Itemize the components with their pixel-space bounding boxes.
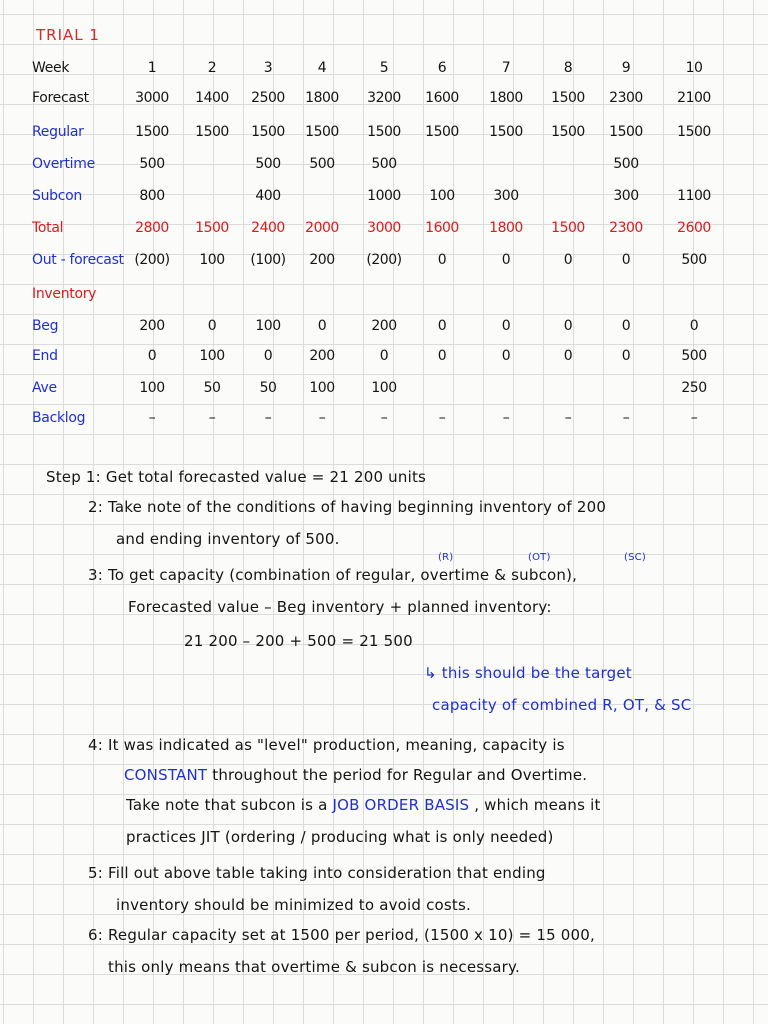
table-cell: 500 bbox=[613, 156, 639, 172]
table-cell: 1500 bbox=[489, 124, 523, 140]
week-number: 7 bbox=[501, 60, 511, 76]
table-cell: 2300 bbox=[609, 90, 643, 106]
page-title: TRIAL 1 bbox=[36, 26, 100, 44]
table-cell: 2000 bbox=[305, 220, 339, 236]
ave-row bbox=[30, 376, 760, 406]
tag-regular: (R) bbox=[438, 552, 454, 563]
table-cell: 1800 bbox=[489, 220, 523, 236]
table-cell: 3200 bbox=[367, 90, 401, 106]
table-cell: 1500 bbox=[367, 124, 401, 140]
table-cell: 500 bbox=[371, 156, 397, 172]
table-cell: 300 bbox=[613, 188, 639, 204]
table-cell: 0 bbox=[563, 348, 573, 364]
table-cell: – bbox=[208, 410, 216, 426]
table-cell: – bbox=[264, 410, 272, 426]
week-number: 5 bbox=[379, 60, 389, 76]
table-cell: 0 bbox=[689, 318, 699, 334]
end-label: End bbox=[32, 348, 58, 364]
table-cell: – bbox=[380, 410, 388, 426]
table-cell: – bbox=[502, 410, 510, 426]
table-cell: – bbox=[438, 410, 446, 426]
table-cell: 0 bbox=[621, 318, 631, 334]
table-cell: 100 bbox=[429, 188, 455, 204]
table-cell: 1500 bbox=[251, 124, 285, 140]
note-step-4b bbox=[124, 766, 587, 784]
note-step-3a: 3: To get capacity (combination of regular, overtime & subcon), bbox=[88, 566, 578, 584]
table-cell: 1600 bbox=[425, 220, 459, 236]
week-number: 8 bbox=[563, 60, 573, 76]
note-step-4a: 4: It was indicated as "level" production, meaning, capacity is bbox=[88, 736, 565, 754]
total-row bbox=[30, 216, 760, 246]
table-cell: (100) bbox=[250, 252, 286, 268]
subcon-row bbox=[30, 184, 760, 214]
regular-label: Regular bbox=[32, 124, 84, 140]
tag-overtime: (OT) bbox=[528, 552, 551, 563]
note-step-3d: ↳ this should be the target bbox=[424, 664, 632, 682]
table-cell: – bbox=[318, 410, 326, 426]
table-cell: 0 bbox=[263, 348, 273, 364]
table-cell: 0 bbox=[317, 318, 327, 334]
table-cell: 300 bbox=[493, 188, 519, 204]
out-forecast-row bbox=[30, 248, 760, 278]
table-cell: 3000 bbox=[367, 220, 401, 236]
note-step-6b: this only means that overtime & subcon is necessary. bbox=[108, 958, 520, 976]
forecast-label: Forecast bbox=[32, 90, 89, 106]
tag-subcon: (SC) bbox=[624, 552, 646, 563]
table-cell: 50 bbox=[259, 380, 277, 396]
week-number: 3 bbox=[263, 60, 273, 76]
table-cell: 0 bbox=[563, 252, 573, 268]
ave-label: Ave bbox=[32, 380, 57, 396]
table-cell: 100 bbox=[309, 380, 335, 396]
table-cell: 500 bbox=[681, 348, 707, 364]
table-cell: (200) bbox=[134, 252, 170, 268]
table-cell: 200 bbox=[371, 318, 397, 334]
constant-emphasis: CONSTANT bbox=[124, 766, 208, 784]
table-cell: 1500 bbox=[135, 124, 169, 140]
table-cell: 500 bbox=[255, 156, 281, 172]
week-number: 10 bbox=[685, 60, 703, 76]
table-cell: 0 bbox=[501, 348, 511, 364]
table-cell: 1500 bbox=[305, 124, 339, 140]
beg-row bbox=[30, 314, 760, 344]
table-cell: 250 bbox=[681, 380, 707, 396]
table-cell: 100 bbox=[199, 348, 225, 364]
table-cell: 1500 bbox=[425, 124, 459, 140]
regular-row bbox=[30, 120, 760, 150]
table-cell: 1500 bbox=[677, 124, 711, 140]
table-cell: 1500 bbox=[551, 90, 585, 106]
note-step-2b: and ending inventory of 500. bbox=[116, 530, 340, 548]
week-number: 4 bbox=[317, 60, 327, 76]
note-step-4b-rest: throughout the period for Regular and Overtime. bbox=[212, 766, 588, 784]
table-cell: 2400 bbox=[251, 220, 285, 236]
table-cell: 500 bbox=[309, 156, 335, 172]
table-cell: 200 bbox=[309, 252, 335, 268]
table-cell: 1500 bbox=[551, 220, 585, 236]
overtime-label: Overtime bbox=[32, 156, 95, 172]
table-cell: (200) bbox=[366, 252, 402, 268]
out-forecast-label: Out - forecast bbox=[32, 252, 124, 268]
table-cell: 0 bbox=[437, 318, 447, 334]
note-step-3b: Forecasted value – Beg inventory + planned inventory: bbox=[128, 598, 552, 616]
table-cell: 0 bbox=[563, 318, 573, 334]
table-cell: 0 bbox=[501, 252, 511, 268]
table-cell: – bbox=[622, 410, 630, 426]
table-cell: 100 bbox=[199, 252, 225, 268]
table-cell: 2500 bbox=[251, 90, 285, 106]
table-cell: 1800 bbox=[305, 90, 339, 106]
week-number: 9 bbox=[621, 60, 631, 76]
end-row bbox=[30, 344, 760, 374]
table-cell: 1500 bbox=[195, 124, 229, 140]
table-cell: 1600 bbox=[425, 90, 459, 106]
table-cell: 2100 bbox=[677, 90, 711, 106]
table-cell: 200 bbox=[309, 348, 335, 364]
table-cell: 1400 bbox=[195, 90, 229, 106]
table-cell: – bbox=[148, 410, 156, 426]
beg-label: Beg bbox=[32, 318, 59, 334]
table-cell: 800 bbox=[139, 188, 165, 204]
table-cell: 0 bbox=[437, 348, 447, 364]
table-cell: 400 bbox=[255, 188, 281, 204]
note-step-4c bbox=[126, 796, 601, 814]
table-cell: 100 bbox=[139, 380, 165, 396]
week-number: 6 bbox=[437, 60, 447, 76]
note-step-6a: 6: Regular capacity set at 1500 per period, (1500 x 10) = 15 000, bbox=[88, 926, 595, 944]
table-cell: 1100 bbox=[677, 188, 711, 204]
overtime-row bbox=[30, 152, 760, 182]
table-cell: 0 bbox=[207, 318, 217, 334]
table-cell: 3000 bbox=[135, 90, 169, 106]
table-cell: 100 bbox=[371, 380, 397, 396]
table-cell: 2800 bbox=[135, 220, 169, 236]
table-cell: 1000 bbox=[367, 188, 401, 204]
note-step-2a: 2: Take note of the conditions of having beginning inventory of 200 bbox=[88, 498, 607, 516]
backlog-label: Backlog bbox=[32, 410, 86, 426]
week-header-row bbox=[30, 56, 760, 86]
table-cell: 200 bbox=[139, 318, 165, 334]
table-cell: – bbox=[564, 410, 572, 426]
week-number: 2 bbox=[207, 60, 217, 76]
table-cell: 0 bbox=[501, 318, 511, 334]
week-label: Week bbox=[32, 60, 70, 76]
table-cell: 0 bbox=[621, 348, 631, 364]
total-label: Total bbox=[32, 220, 64, 236]
table-cell: 0 bbox=[379, 348, 389, 364]
note-step-3e: capacity of combined R, OT, & SC bbox=[432, 696, 692, 714]
table-cell: 500 bbox=[139, 156, 165, 172]
note-step-5a: 5: Fill out above table taking into consideration that ending bbox=[88, 864, 546, 882]
table-cell: 1500 bbox=[551, 124, 585, 140]
table-cell: 100 bbox=[255, 318, 281, 334]
table-cell: 0 bbox=[437, 252, 447, 268]
note-step-4c-b: , which means it bbox=[474, 796, 601, 814]
subcon-label: Subcon bbox=[32, 188, 82, 204]
inventory-row bbox=[30, 282, 760, 312]
table-cell: 1500 bbox=[195, 220, 229, 236]
table-cell: 1500 bbox=[609, 124, 643, 140]
note-step-4d: practices JIT (ordering / producing what is only needed) bbox=[126, 828, 554, 846]
table-cell: 0 bbox=[621, 252, 631, 268]
backlog-row bbox=[30, 406, 760, 436]
note-step-4c-a: Take note that subcon is a bbox=[126, 796, 328, 814]
job-order-emphasis: JOB ORDER BASIS bbox=[332, 796, 470, 814]
note-step-5b: inventory should be minimized to avoid costs. bbox=[116, 896, 471, 914]
table-cell: 2300 bbox=[609, 220, 643, 236]
table-cell: 1800 bbox=[489, 90, 523, 106]
note-step-1: Step 1: Get total forecasted value = 21 200 units bbox=[46, 468, 427, 486]
table-cell: 0 bbox=[147, 348, 157, 364]
inventory-label: Inventory bbox=[32, 286, 97, 302]
note-step-3c: 21 200 – 200 + 500 = 21 500 bbox=[184, 632, 413, 650]
week-number: 1 bbox=[147, 60, 157, 76]
table-cell: 500 bbox=[681, 252, 707, 268]
table-cell: – bbox=[690, 410, 698, 426]
table-cell: 2600 bbox=[677, 220, 711, 236]
table-cell: 50 bbox=[203, 380, 221, 396]
forecast-row bbox=[30, 86, 760, 116]
